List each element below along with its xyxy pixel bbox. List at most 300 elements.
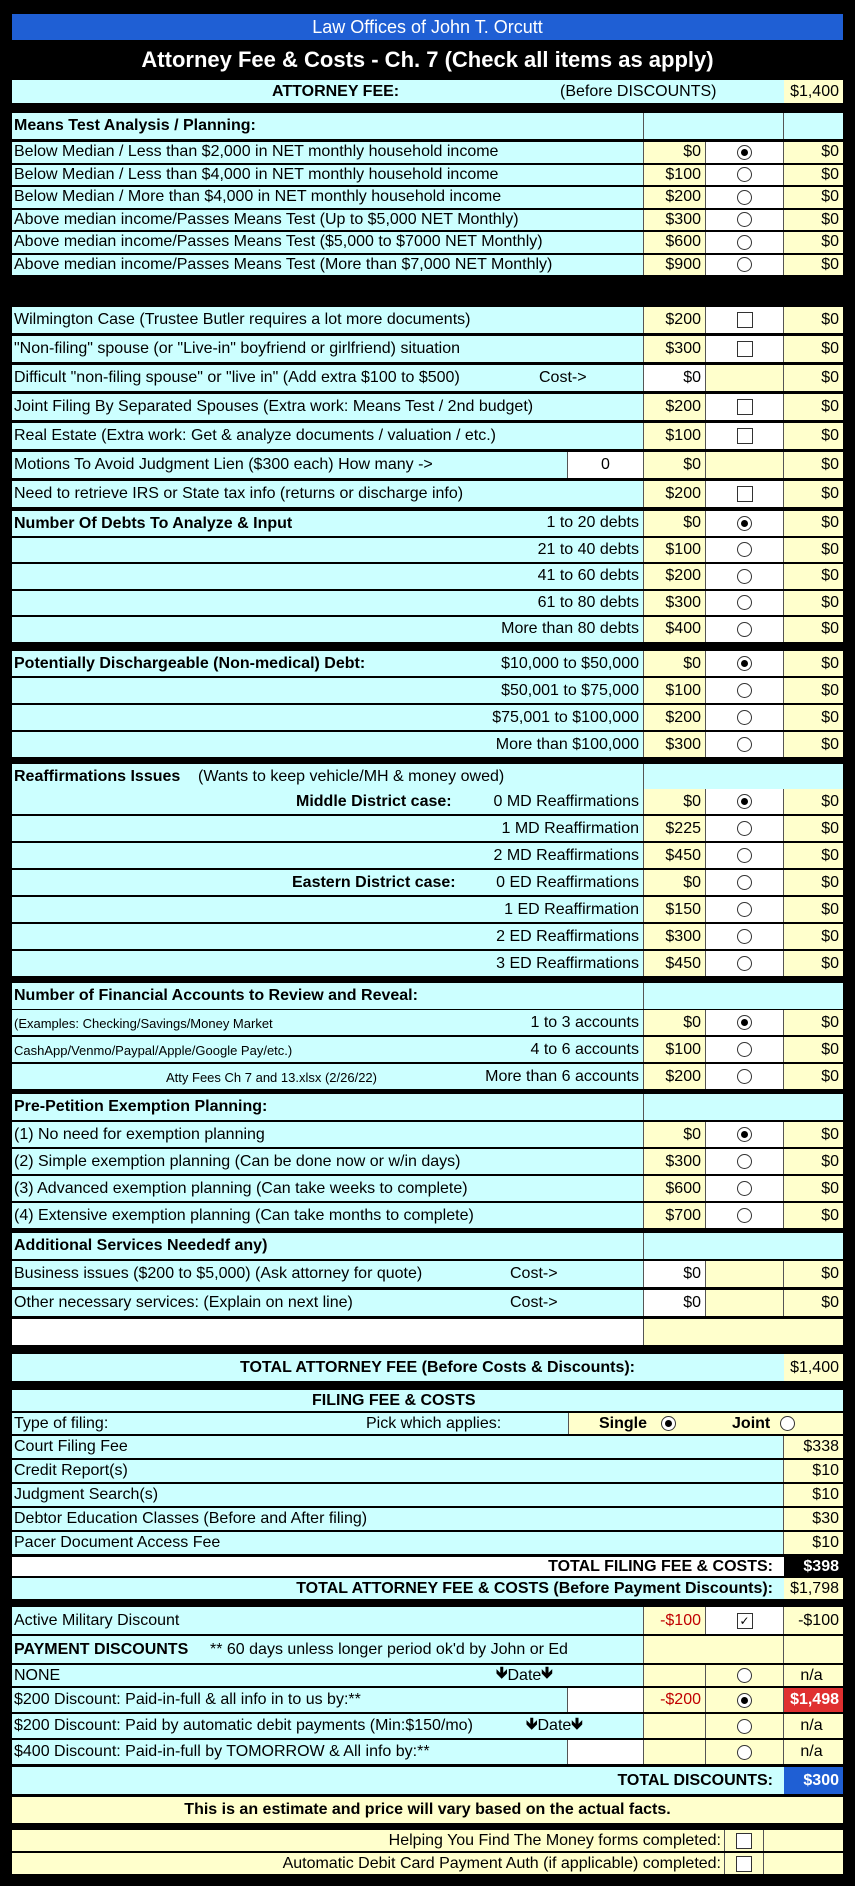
filing-row — [12, 1484, 843, 1506]
filing-pick-label: Pick which applies: — [366, 1414, 502, 1432]
filing-heading-row — [12, 1390, 843, 1411]
option-label: 3 ED Reaffirmations — [12, 951, 644, 976]
filing-value: $10 — [784, 1532, 843, 1554]
option-label: More than 6 accounts — [12, 1064, 644, 1089]
arrow-down-icon: 🡻 — [526, 1715, 538, 1733]
other-label: Other necessary services: (Explain on next line) — [12, 1290, 644, 1316]
irs-amount: $200 — [644, 481, 706, 507]
reaffirm-heading-row — [12, 764, 843, 790]
filing-total-label: TOTAL FILING FEE & COSTS: — [548, 1557, 773, 1575]
money-forms-label: Helping You Find The Money forms completed: — [388, 1831, 721, 1849]
radio-icon — [737, 848, 752, 863]
irs-checkbox[interactable] — [706, 481, 784, 507]
difficult-cost-label: Cost-> — [539, 369, 587, 386]
option-label: 0 MD Reaffirmations — [12, 789, 644, 814]
option-total: $0 — [784, 789, 843, 814]
option-amount: $300 — [644, 591, 706, 616]
total-discounts-label: TOTAL DISCOUNTS: — [617, 1771, 773, 1789]
payment-heading-row — [12, 1636, 843, 1663]
motions-total: $0 — [784, 452, 843, 478]
option-amount: $0 — [644, 870, 706, 895]
filing-type-row — [12, 1413, 843, 1434]
total-attorney-row — [12, 1354, 843, 1381]
single-label: Single — [599, 1414, 648, 1432]
option-amount: $300 — [644, 210, 706, 231]
radio-icon — [737, 1015, 752, 1030]
radio-icon — [737, 212, 752, 227]
option-label: (1) No need for exemption planning — [12, 1122, 644, 1147]
military-total: -$100 — [784, 1607, 843, 1634]
radio-icon — [737, 683, 752, 698]
radio-icon — [737, 656, 752, 671]
option-label: (4) Extensive exemption planning (Can take months to complete) — [12, 1203, 644, 1228]
option-radio[interactable] — [706, 897, 784, 922]
accounts-note-2: CashApp/Venmo/Paypal/Apple/Google Pay/etc.) — [14, 1042, 293, 1058]
option-row — [12, 591, 843, 616]
joint-amount: $200 — [644, 394, 706, 420]
checkbox-icon — [737, 486, 753, 502]
option-radio[interactable] — [706, 617, 784, 642]
option-row — [12, 255, 843, 276]
accounts-file-note: Atty Fees Ch 7 and 13.xlsx (2/26/22) — [166, 1069, 377, 1085]
option-total: $0 — [784, 165, 843, 186]
option-label: Below Median / Less than $4,000 in NET monthly household income — [12, 165, 644, 186]
option-label: 4 to 6 accounts — [12, 1037, 644, 1062]
accounts-heading-row — [12, 983, 843, 1009]
military-checkbox[interactable] — [706, 1607, 784, 1634]
radio-icon — [737, 190, 752, 205]
accounts-note-1: (Examples: Checking/Savings/Money Market — [14, 1015, 273, 1031]
discount-400-row — [12, 1740, 843, 1764]
military-label: Active Military Discount — [12, 1607, 644, 1634]
reaffirm-heading: Reaffirmations Issues — [12, 764, 644, 790]
radio-icon — [737, 710, 752, 725]
option-radio[interactable] — [706, 564, 784, 589]
option-total: $0 — [784, 1064, 843, 1089]
arrow-down-icon: 🡻 — [571, 1715, 583, 1733]
wilmington-checkbox[interactable] — [706, 307, 784, 333]
option-radio[interactable] — [706, 789, 784, 814]
option-label: 1 ED Reaffirmation — [12, 897, 644, 922]
option-radio[interactable] — [706, 1176, 784, 1201]
option-total: $0 — [784, 210, 843, 231]
radio-icon — [737, 1127, 752, 1142]
option-radio[interactable] — [706, 924, 784, 949]
option-total: $0 — [784, 564, 843, 589]
option-amount: $400 — [644, 617, 706, 642]
total-discounts-value: $300 — [784, 1767, 843, 1794]
checkbox-icon — [737, 341, 753, 357]
filing-row — [12, 1436, 843, 1458]
motions-amount: $0 — [644, 452, 706, 478]
middle-district-label: Middle District case: — [296, 793, 452, 810]
business-total: $0 — [784, 1261, 843, 1287]
real-estate-amount: $100 — [644, 423, 706, 449]
other-explain-input[interactable] — [12, 1319, 644, 1345]
motions-count-input[interactable]: 0 — [568, 452, 644, 478]
option-radio[interactable] — [706, 538, 784, 563]
option-radio[interactable] — [706, 511, 784, 536]
joint-label: Joint Filing By Separated Spouses (Extra work: Means Test / 2nd budget) — [12, 394, 644, 420]
single-radio[interactable] — [661, 1416, 676, 1431]
option-label: 1 to 20 debts — [12, 511, 644, 536]
option-total: $0 — [784, 1010, 843, 1035]
means-test-heading-row — [12, 113, 843, 139]
option-radio[interactable] — [706, 142, 784, 163]
radio-icon — [737, 875, 752, 890]
nonfiling-checkbox[interactable] — [706, 336, 784, 362]
real-estate-checkbox[interactable] — [706, 423, 784, 449]
checkbox-icon — [737, 312, 753, 328]
radio-icon — [737, 542, 752, 557]
filing-row — [12, 1532, 843, 1554]
filing-label: Court Filing Fee — [12, 1436, 784, 1458]
option-radio[interactable] — [706, 1122, 784, 1147]
business-label: Business issues ($200 to $5,000) (Ask attorney for quote) — [12, 1261, 644, 1287]
discount-200-row — [12, 1688, 843, 1712]
other-cost-label: Cost-> — [510, 1294, 558, 1311]
discount-400-date-input[interactable] — [568, 1740, 644, 1764]
other-total: $0 — [784, 1290, 843, 1316]
option-amount: $900 — [644, 255, 706, 276]
wilmington-amount: $200 — [644, 307, 706, 333]
option-amount: $600 — [644, 232, 706, 253]
exemption-heading: Pre-Petition Exemption Planning: — [12, 1094, 644, 1120]
option-amount: $0 — [644, 1010, 706, 1035]
arrow-down-icon: 🡻 — [496, 1665, 508, 1682]
option-radio[interactable] — [706, 1064, 784, 1089]
option-radio[interactable] — [706, 705, 784, 730]
debit-forms-label: Automatic Debit Card Payment Auth (if applicable) completed: — [282, 1854, 721, 1872]
military-amount: -$100 — [644, 1607, 706, 1634]
nonfiling-row — [12, 336, 843, 362]
option-radio[interactable] — [706, 870, 784, 895]
option-amount: $150 — [644, 897, 706, 922]
discount-400-label: $400 Discount: Paid-in-full by TOMORROW & All info by:** — [12, 1740, 568, 1764]
option-label: 41 to 60 debts — [12, 564, 644, 589]
option-label: 2 ED Reaffirmations — [12, 924, 644, 949]
irs-row — [12, 481, 843, 507]
money-forms-checkbox[interactable] — [724, 1830, 764, 1851]
discount-none-total: n/a — [784, 1665, 843, 1686]
radio-icon — [737, 1042, 752, 1057]
other-row — [12, 1290, 843, 1316]
option-amount: $300 — [644, 732, 706, 757]
option-row — [12, 564, 843, 589]
real-estate-label: Real Estate (Extra work: Get & analyze documents / valuation / etc.) — [12, 423, 644, 449]
estimate-row — [12, 1797, 843, 1823]
discount-none-row — [12, 1665, 843, 1686]
wilmington-row — [12, 307, 843, 333]
discount-none-radio[interactable] — [706, 1665, 784, 1686]
wilmington-total: $0 — [784, 307, 843, 333]
option-total: $0 — [784, 1037, 843, 1062]
filing-value: $10 — [784, 1460, 843, 1482]
option-total: $0 — [784, 187, 843, 208]
option-amount: $0 — [644, 142, 706, 163]
joint-row — [12, 394, 843, 420]
discount-auto-radio[interactable] — [706, 1714, 784, 1738]
option-total: $0 — [784, 1122, 843, 1147]
radio-icon — [737, 235, 752, 250]
option-label: $50,001 to $75,000 — [12, 678, 644, 703]
option-total: $0 — [784, 1149, 843, 1174]
business-row — [12, 1261, 843, 1287]
radio-icon — [737, 569, 752, 584]
option-label: Above median income/Passes Means Test ($5,000 to $7000 NET Monthly) — [12, 232, 644, 253]
date-label: Date — [537, 1717, 572, 1734]
checkbox-icon — [736, 1856, 752, 1872]
option-label: 1 MD Reaffirmation — [12, 816, 644, 841]
grand-total-row — [12, 1578, 843, 1599]
attorney-fee-note: (Before DISCOUNTS) — [560, 82, 717, 100]
option-radio[interactable] — [706, 1203, 784, 1228]
option-label: $10,000 to $50,000 — [12, 651, 644, 676]
option-row — [12, 924, 843, 949]
option-amount: $700 — [644, 1203, 706, 1228]
option-radio[interactable] — [706, 1037, 784, 1062]
business-amount-input[interactable]: $0 — [644, 1261, 706, 1287]
option-total: $0 — [784, 678, 843, 703]
checkbox-icon — [737, 399, 753, 415]
option-amount: $225 — [644, 816, 706, 841]
page-title: Attorney Fee & Costs - Ch. 7 (Check all items as apply) — [12, 44, 843, 76]
discount-200-label: $200 Discount: Paid-in-full & all info in to us by:** — [12, 1688, 568, 1712]
option-row — [12, 165, 843, 186]
option-total: $0 — [784, 255, 843, 276]
motions-label: Motions To Avoid Judgment Lien ($300 each) How many -> — [12, 452, 568, 478]
discount-200-amount: -$200 — [644, 1688, 706, 1712]
other-explain-row — [12, 1319, 843, 1345]
option-amount: $200 — [644, 187, 706, 208]
filing-value: $338 — [784, 1436, 843, 1458]
option-row — [12, 1064, 843, 1089]
option-amount: $300 — [644, 1149, 706, 1174]
option-total: $0 — [784, 951, 843, 976]
additional-heading: Additional Services Neededf any) — [12, 1233, 644, 1259]
joint-filing-label: Joint — [732, 1414, 771, 1432]
filing-row — [12, 1460, 843, 1482]
option-amount: $200 — [644, 1064, 706, 1089]
filing-heading: FILING FEE & COSTS — [312, 1391, 476, 1409]
joint-checkbox[interactable] — [706, 394, 784, 420]
option-radio[interactable] — [706, 1010, 784, 1035]
arrow-down-icon: 🡻 — [541, 1665, 553, 1682]
option-total: $0 — [784, 142, 843, 163]
filing-total-value: $398 — [784, 1557, 843, 1576]
option-row — [12, 897, 843, 922]
option-radio[interactable] — [706, 816, 784, 841]
option-row — [12, 617, 843, 642]
option-amount: $100 — [644, 1037, 706, 1062]
money-forms-row — [12, 1830, 843, 1851]
option-total: $0 — [784, 651, 843, 676]
option-amount: $450 — [644, 843, 706, 868]
option-radio[interactable] — [706, 232, 784, 253]
option-row — [12, 232, 843, 253]
real-estate-row — [12, 423, 843, 449]
radio-icon — [737, 145, 752, 160]
option-radio[interactable] — [706, 255, 784, 276]
total-attorney-value: $1,400 — [784, 1354, 843, 1381]
nonfiling-amount: $300 — [644, 336, 706, 362]
payment-heading: PAYMENT DISCOUNTS — [12, 1636, 644, 1663]
option-total: $0 — [784, 705, 843, 730]
option-row — [12, 142, 843, 163]
difficult-label: Difficult "non-filing spouse" or "live in" (Add extra $100 to $500) — [12, 365, 644, 391]
irs-label: Need to retrieve IRS or State tax info (returns or discharge info) — [12, 481, 644, 507]
option-radio[interactable] — [706, 210, 784, 231]
irs-total: $0 — [784, 481, 843, 507]
option-radio[interactable] — [706, 651, 784, 676]
checkbox-icon — [737, 428, 753, 444]
difficult-amount-input[interactable]: $0 — [644, 365, 706, 391]
radio-icon — [737, 1181, 752, 1196]
military-row — [12, 1607, 843, 1634]
grand-total-value: $1,798 — [784, 1578, 843, 1599]
reaffirm-note: (Wants to keep vehicle/MH & money owed) — [198, 768, 505, 785]
option-amount: $200 — [644, 705, 706, 730]
option-row — [12, 951, 843, 976]
filing-label: Pacer Document Access Fee — [12, 1532, 784, 1554]
option-label: 1 to 3 accounts — [12, 1010, 644, 1035]
option-row — [12, 843, 843, 868]
checkbox-icon — [736, 1833, 752, 1849]
option-total: $0 — [784, 591, 843, 616]
radio-icon — [737, 1745, 752, 1760]
attorney-fee-row — [12, 80, 843, 103]
joint-radio[interactable] — [780, 1416, 795, 1431]
radio-icon — [737, 902, 752, 917]
attorney-fee-value: $1,400 — [784, 80, 843, 103]
option-amount: $100 — [644, 538, 706, 563]
difficult-total: $0 — [784, 365, 843, 391]
payment-note: ** 60 days unless longer period ok'd by John or Ed — [210, 1640, 568, 1658]
radio-icon — [737, 1154, 752, 1169]
real-estate-total: $0 — [784, 423, 843, 449]
option-radio[interactable] — [706, 1149, 784, 1174]
option-amount: $450 — [644, 951, 706, 976]
option-label: More than 80 debts — [12, 617, 644, 642]
option-amount: $600 — [644, 1176, 706, 1201]
wilmington-label: Wilmington Case (Trustee Butler requires a lot more documents) — [12, 307, 644, 333]
debts-heading: Number Of Debts To Analyze & Input — [14, 515, 293, 532]
option-total: $0 — [784, 924, 843, 949]
discount-200-date-input[interactable] — [568, 1688, 644, 1712]
discount-200-total: $1,498 — [784, 1688, 843, 1712]
option-label: 2 MD Reaffirmations — [12, 843, 644, 868]
option-row — [12, 678, 843, 703]
filing-value: $30 — [784, 1508, 843, 1530]
business-cost-label: Cost-> — [510, 1265, 558, 1282]
option-amount: $100 — [644, 165, 706, 186]
option-row — [12, 1203, 843, 1228]
total-discounts-row — [12, 1767, 843, 1794]
option-radio[interactable] — [706, 843, 784, 868]
option-label: More than $100,000 — [12, 732, 644, 757]
grand-total-label: TOTAL ATTORNEY FEE & COSTS (Before Payment Discounts): — [296, 1579, 773, 1597]
option-radio[interactable] — [706, 678, 784, 703]
option-label: Below Median / Less than $2,000 in NET monthly household income — [12, 142, 644, 163]
option-row — [12, 187, 843, 208]
estimate-note: This is an estimate and price will vary based on the actual facts. — [184, 1801, 671, 1818]
option-total: $0 — [784, 617, 843, 642]
filing-label: Credit Report(s) — [12, 1460, 784, 1482]
radio-icon — [737, 516, 752, 531]
option-radio[interactable] — [706, 165, 784, 186]
option-label: Above median income/Passes Means Test (Up to $5,000 NET Monthly) — [12, 210, 644, 231]
accounts-heading: Number of Financial Accounts to Review and Reveal: — [12, 983, 644, 1009]
radio-icon — [737, 1208, 752, 1223]
option-amount: $300 — [644, 924, 706, 949]
option-total: $0 — [784, 732, 843, 757]
option-label: (3) Advanced exemption planning (Can take weeks to complete) — [12, 1176, 644, 1201]
option-label: 21 to 40 debts — [12, 538, 644, 563]
option-total: $0 — [784, 843, 843, 868]
option-radio[interactable] — [706, 951, 784, 976]
option-amount: $100 — [644, 678, 706, 703]
discount-400-radio[interactable] — [706, 1740, 784, 1764]
discount-auto-total: n/a — [784, 1714, 843, 1738]
option-total: $0 — [784, 1176, 843, 1201]
filing-type-label: Type of filing: — [14, 1414, 109, 1432]
option-radio[interactable] — [706, 732, 784, 757]
option-label: 61 to 80 debts — [12, 591, 644, 616]
check-icon: ✓ — [737, 1613, 753, 1629]
option-amount: $0 — [644, 789, 706, 814]
option-total: $0 — [784, 1203, 843, 1228]
difficult-row — [12, 365, 843, 391]
date-label: Date — [507, 1666, 542, 1684]
exemption-heading-row — [12, 1094, 843, 1120]
eastern-district-label: Eastern District case: — [292, 874, 456, 891]
option-row — [12, 705, 843, 730]
option-row — [12, 1176, 843, 1201]
option-row — [12, 538, 843, 563]
other-amount-input[interactable]: $0 — [644, 1290, 706, 1316]
option-label: Below Median / More than $4,000 in NET monthly household income — [12, 187, 644, 208]
filing-row — [12, 1508, 843, 1530]
radio-icon — [737, 622, 752, 637]
radio-icon — [737, 737, 752, 752]
discount-auto-row — [12, 1714, 843, 1738]
option-radio[interactable] — [706, 187, 784, 208]
option-label: Above median income/Passes Means Test (More than $7,000 NET Monthly) — [12, 255, 644, 276]
option-label: (2) Simple exemption planning (Can be done now or w/in days) — [12, 1149, 644, 1174]
radio-icon — [737, 1719, 752, 1734]
discount-none-label: NONE — [12, 1665, 644, 1686]
option-row — [12, 732, 843, 757]
radio-icon — [737, 821, 752, 836]
additional-heading-row — [12, 1233, 843, 1259]
radio-icon — [737, 1693, 752, 1708]
discharge-heading: Potentially Dischargeable (Non-medical) Debt: — [14, 655, 366, 672]
radio-icon — [737, 929, 752, 944]
joint-total: $0 — [784, 394, 843, 420]
debit-forms-checkbox[interactable] — [724, 1853, 764, 1874]
office-title: Law Offices of John T. Orcutt — [12, 14, 843, 40]
option-amount: $0 — [644, 511, 706, 536]
discount-200-radio[interactable] — [706, 1688, 784, 1712]
option-row — [12, 210, 843, 231]
option-label: $75,001 to $100,000 — [12, 705, 644, 730]
option-amount: $200 — [644, 564, 706, 589]
discount-auto-label: $200 Discount: Paid by automatic debit payments (Min:$150/mo) — [12, 1714, 644, 1738]
option-radio[interactable] — [706, 591, 784, 616]
motions-row — [12, 452, 843, 478]
debit-forms-row — [12, 1853, 843, 1874]
filing-total-row — [12, 1557, 843, 1576]
